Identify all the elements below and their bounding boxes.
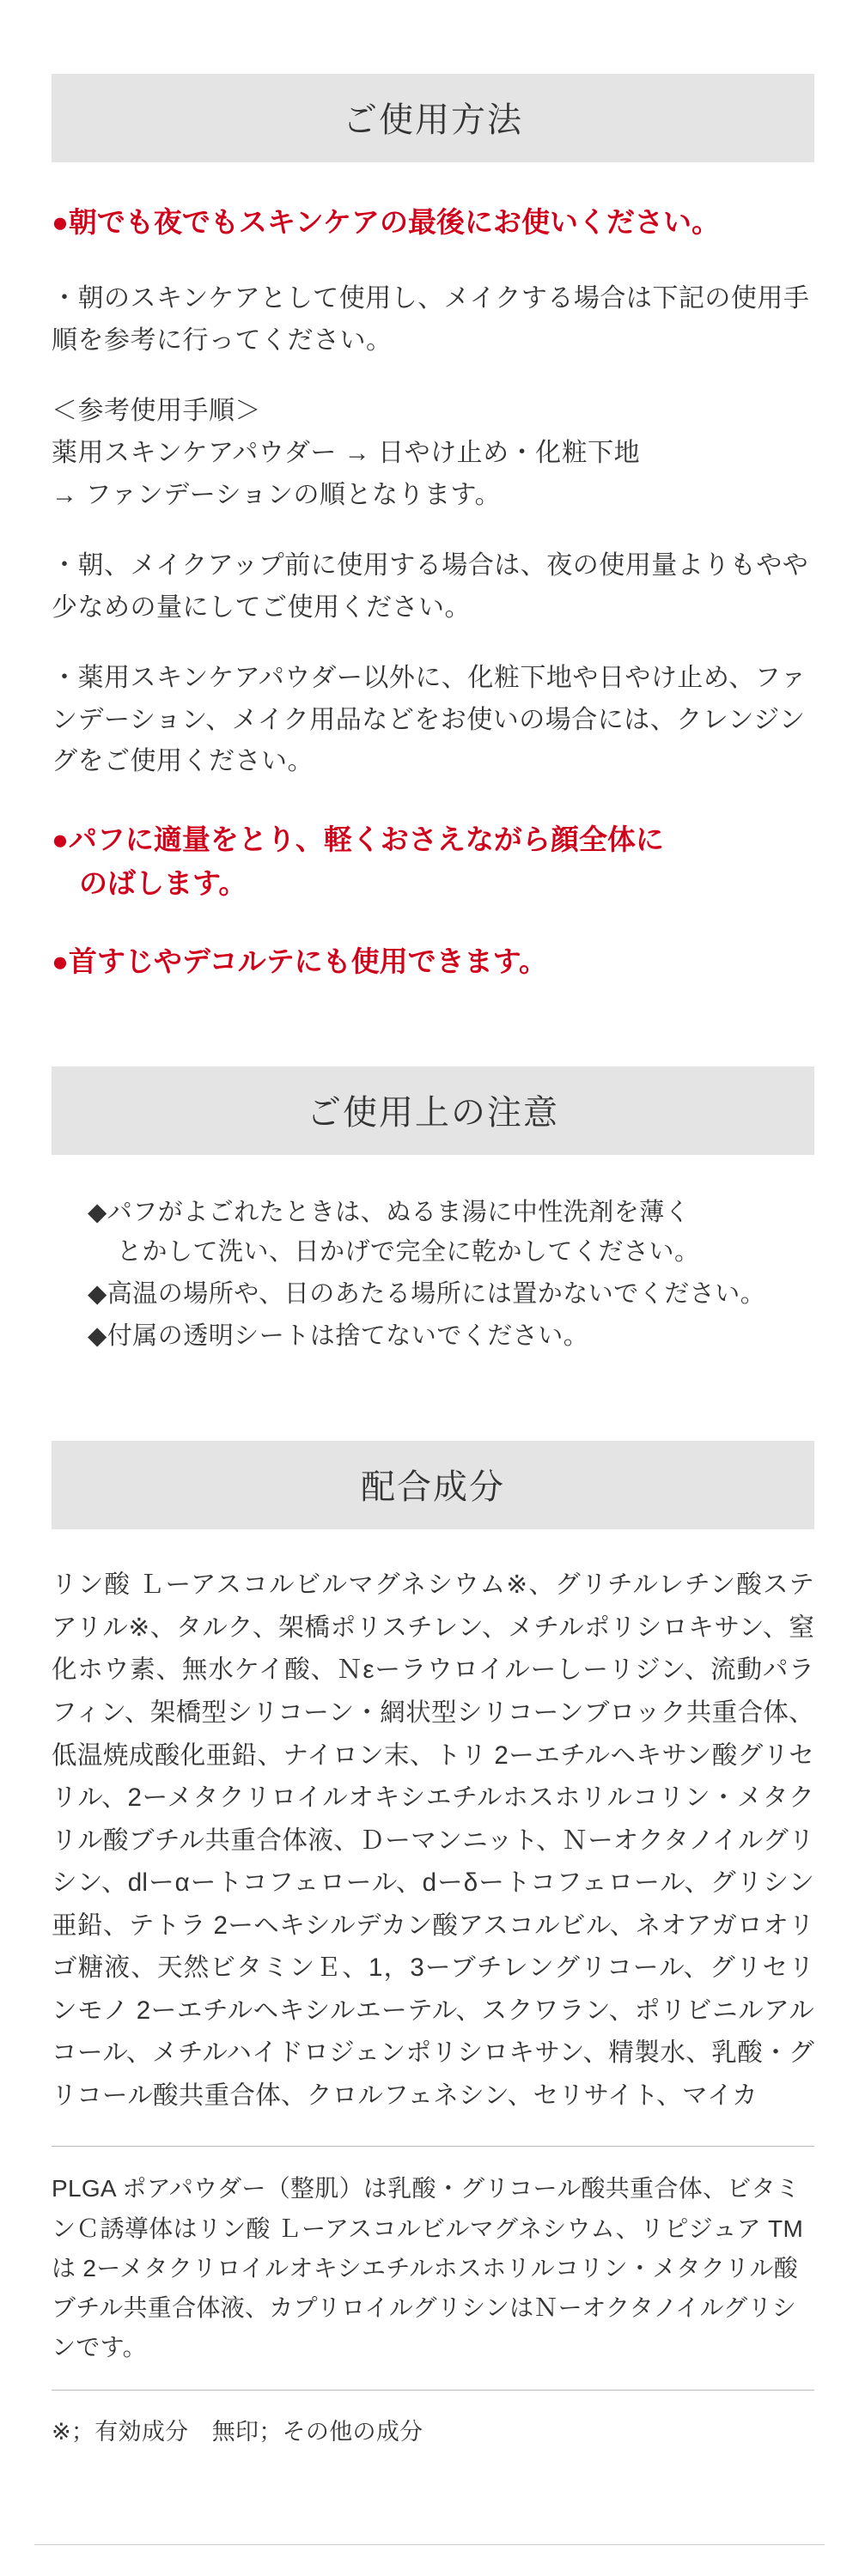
- spacer: [52, 629, 814, 658]
- section-caution: [52, 1066, 814, 1358]
- caution-item-line-1: ◆付属の透明シートは捨てないでください。: [88, 1322, 589, 1351]
- ingredients-body: リン酸 Ｌーアスコルビルマグネシウム※、グリチルレチン酸ステアリル※、タルク、架橋ポリスチレン、メチルポリシロキサン、窒化ホウ素、無水ケイ酸、Ｎεーラウロイルーしーリジン、流動パラフィン、架橋型シリコーン・網状型シリコーンブロック共重合体、低温焼成酸化亜鉛、ナイロン末、トリ 2ーエチルヘキサン酸グリセリル、2ーメタクリロイルオキシエチルホスホリルコリン・メタクリル酸ブチル共重合体液、Ｄーマンニット、Ｎーオクタノイルグリシン、dlーαートコフェロール、dーδートコフェロール、グリシン亜鉛、テトラ 2ーヘキシルデカン酸アスコルビル、ネオアガロオリゴ糖液、天然ビタミンＥ、1，3ーブチレングリコール、グリセリンモノ 2ーエチルヘキシルエーテル、スクワラン、ポリビニルアルコール、メチルハイドロジェンポリシロキサン、精製水、乳酸・グリコール酸共重合体、クロルフェネシン、セリサイト、マイカ: [52, 1571, 814, 2110]
- spacer: [52, 1155, 814, 1193]
- spacer: [52, 1529, 814, 1564]
- spacer: [52, 516, 814, 545]
- bottom-divider: [34, 2544, 825, 2545]
- section-ingredients-header: [52, 1441, 814, 1529]
- usage-steps-line-1: 薬用スキンケアパウダー → 日やけ止め・化粧下地: [52, 438, 641, 467]
- spacer: [52, 1358, 814, 1441]
- usage-steps-heading: ＜参考使用手順＞: [52, 397, 261, 426]
- usage-lead-2: [52, 817, 814, 905]
- caution-list: [52, 1193, 814, 1358]
- ingredients-note: PLGA ポアパウダー（整肌）は乳酸・グリコール酸共重合体、ビタミンＣ誘導体はリン酸 Ｌーアスコルビルマグネシウム、リピジュア TM は 2ーメタクリロイルオキシエチルホスホリルコリン・メタクリル酸ブチル共重合体液、カプリロイルグリシンはＮーオクタノイルグリシンです。: [52, 2175, 804, 2361]
- section-ingredients-title: 配合成分: [361, 1468, 505, 1507]
- usage-lead-2-line-2: のばします。: [79, 867, 247, 900]
- caution-item: [88, 1274, 814, 1315]
- ingredients-note-box: [52, 2146, 814, 2391]
- usage-steps-line-2: → ファンデーションの順となります。: [52, 480, 502, 509]
- section-caution-header: [52, 1066, 814, 1155]
- spacer: [52, 361, 814, 391]
- caution-item: [88, 1193, 814, 1273]
- usage-lead-3: ●首すじやデコルテにも使用できます。: [52, 945, 547, 978]
- usage-lead-1: ●朝でも夜でもスキンケアの最後にお使いください。: [52, 206, 720, 238]
- caution-item-line-2: とかして洗い、日かげで完全に乾かしてください。: [117, 1238, 700, 1267]
- section-usage-header: [52, 74, 814, 162]
- spacer: [52, 162, 814, 200]
- section-ingredients: [52, 1441, 814, 2446]
- spacer: [52, 244, 814, 278]
- caution-item-line-1: ◆パフがよごれたときは、ぬるま湯に中性洗剤を薄く: [88, 1198, 691, 1226]
- caution-item: [88, 1316, 814, 1357]
- section-usage: [52, 74, 814, 984]
- usage-lead-2-line-1: ●パフに適量をとり、軽くおさえながら顔全体に: [52, 823, 664, 856]
- spacer: [52, 783, 814, 817]
- section-caution-title: ご使用上の注意: [307, 1093, 559, 1132]
- usage-paragraph-1: ・朝のスキンケアとして使用し、メイクする場合は下記の使用手順を参考に行ってください。: [52, 284, 810, 355]
- caution-item-line-1: ◆高温の場所や、日のあたる場所には置かないでください。: [88, 1280, 766, 1309]
- usage-paragraph-3: ・薬用スキンケアパウダー以外に、化粧下地や日やけ止め、ファンデーション、メイク用品などをお使いの場合には、クレンジングをご使用ください。: [52, 664, 807, 776]
- usage-paragraph-2: ・朝、メイクアップ前に使用する場合は、夜の使用量よりもやや少なめの量にしてご使用ください。: [52, 551, 809, 622]
- spacer: [52, 984, 814, 1066]
- spacer: [52, 905, 814, 939]
- document-content: [52, 74, 814, 2446]
- section-usage-title: ご使用方法: [343, 101, 523, 139]
- ingredients-footnote: ※；有効成分 無印；その他の成分: [52, 2419, 423, 2445]
